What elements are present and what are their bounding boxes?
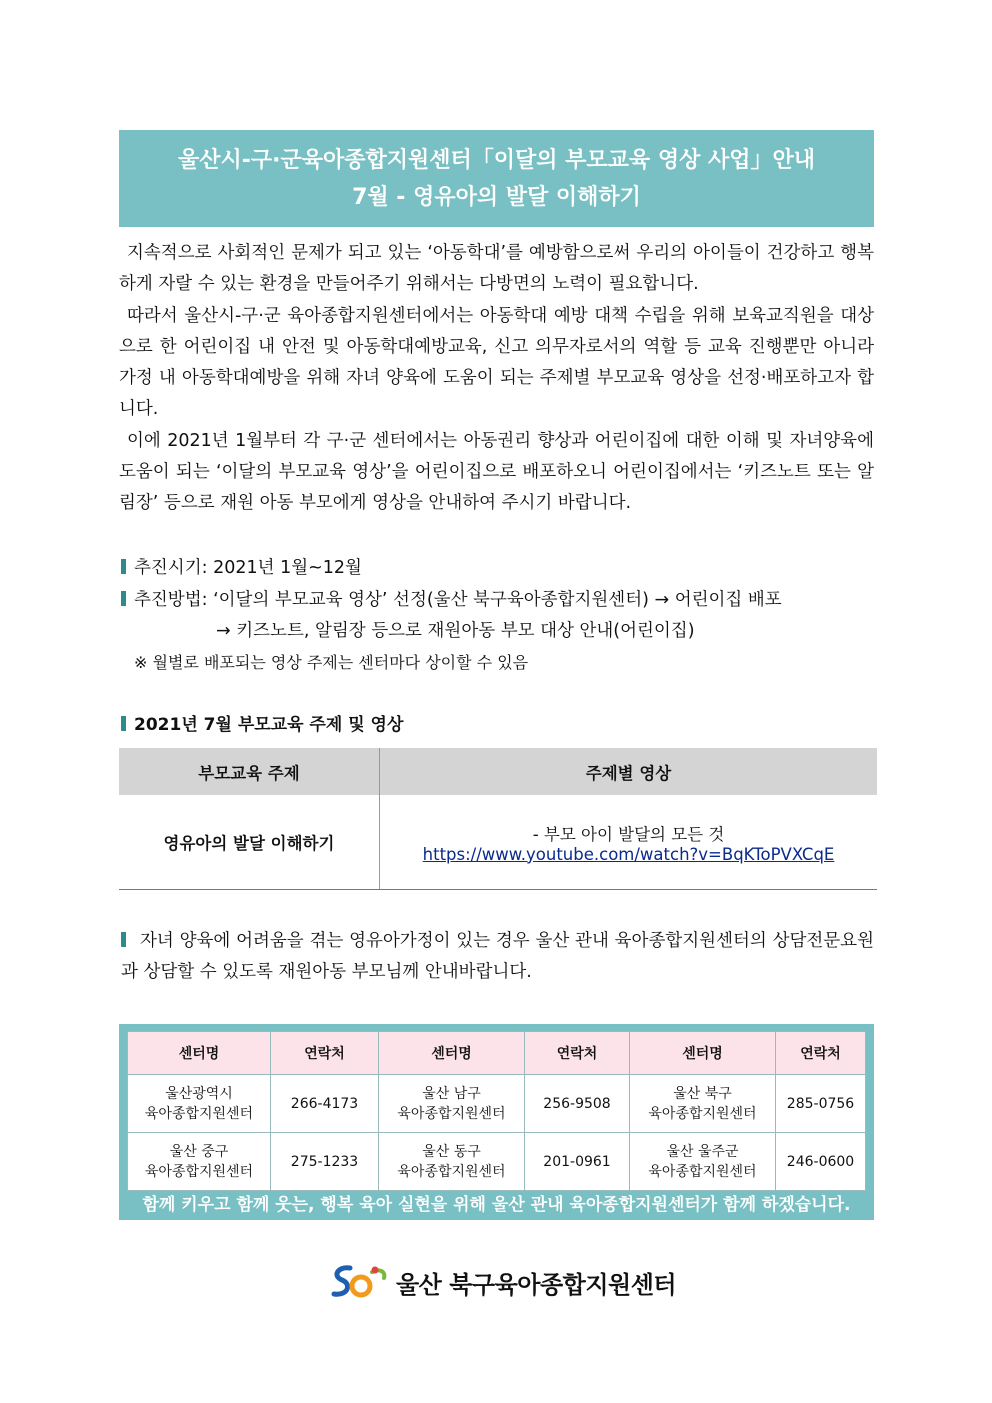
center-phone: 266-4173 xyxy=(271,1075,379,1133)
intro-paragraph-2: 따라서 울산시-구·군 육아종합지원센터에서는 아동학대 예방 대책 수립을 위해 보육교직원을 대상으로 한 어린이집 내 안전 및 아동학대예방교육, 신고 의무자로서의 역할 등 교육 진행뿐만 아니라 가정 내 아동학대예방을 위해 자녀 양육에 도움이 되는 주제별 부모교육 영상을 선정·배포하고자 합니다. xyxy=(119,305,874,420)
header-phone: 연락처 xyxy=(271,1032,379,1075)
schedule-method-cont: → 키즈노트, 알림장 등으로 재원아동 부모 대상 안내(어린이집) xyxy=(216,621,695,641)
title-line-1: 울산시-구·군육아종합지원센터「이달의 부모교육 영상 사업」안내 xyxy=(177,148,816,173)
center-name: 울산 북구 육아종합지원센터 xyxy=(630,1075,776,1133)
contact-row xyxy=(128,1075,866,1133)
center-phone: 275-1233 xyxy=(271,1133,379,1191)
center-logo xyxy=(328,1261,676,1303)
header-center: 센터명 xyxy=(630,1032,776,1075)
contact-panel xyxy=(119,1024,874,1220)
center-name: 울산 남구 육아종합지원센터 xyxy=(379,1075,525,1133)
intro-text xyxy=(119,238,874,520)
bullet-bar xyxy=(121,716,126,731)
logo-text: 울산 북구육아종합지원센터 xyxy=(396,1270,677,1299)
header-phone: 연락처 xyxy=(525,1032,630,1075)
center-phone: 256-9508 xyxy=(525,1075,630,1133)
topic-cell: 영유아의 발달 이해하기 xyxy=(119,795,380,890)
header-center: 센터명 xyxy=(379,1032,525,1075)
center-phone: 246-0600 xyxy=(776,1133,866,1191)
intro-paragraph-1: 지속적으로 사회적인 문제가 되고 있는 ‘아동학대’를 예방함으로써 우리의 아이들이 건강하고 행복하게 자랄 수 있는 환경을 만들어주기 위해서는 다방면의 노력이 필요합니다. xyxy=(119,243,874,295)
intro-paragraph-3: 이에 2021년 1월부터 각 구·군 센터에서는 아동권리 향상과 어린이집에 대한 이해 및 자녀양육에 도움이 되는 ‘이달의 부모교육 영상’을 어린이집으로 배포하오니 어린이집에서는 ‘키즈노트 또는 알림장’ 등으로 재원 아동 부모에게 영상을 안내하여 주시기 바랍니다. xyxy=(119,430,874,514)
center-name: 울산광역시 육아종합지원센터 xyxy=(128,1075,271,1133)
center-name: 울산 중구 육아종합지원센터 xyxy=(128,1133,271,1191)
logo-mark-icon xyxy=(328,1262,388,1302)
bullet-bar xyxy=(121,559,126,574)
counseling-notice: 자녀 양육에 어려움을 겪는 영유아가정이 있는 경우 울산 관내 육아종합지원센터의 상담전문요원과 상담할 수 있도록 재원아동 부모님께 안내바랍니다. xyxy=(121,931,874,982)
title-banner xyxy=(119,130,874,227)
video-cell xyxy=(380,795,878,890)
title-line-2: 7월 - 영유아의 발달 이해하기 xyxy=(352,185,641,210)
schedule-period: 추진시기: 2021년 1월~12월 xyxy=(121,556,362,580)
schedule-method: 추진방법: ‘이달의 부모교육 영상’ 선정(울산 북구육아종합지원센터) → 어린이집 배포 xyxy=(121,588,874,612)
center-name: 울산 동구 육아종합지원센터 xyxy=(379,1133,525,1191)
bullet-bar xyxy=(121,932,126,947)
video-title: - 부모 아이 발달의 모든 것 xyxy=(532,824,725,844)
bullet-bar xyxy=(121,591,126,606)
topic-table xyxy=(119,748,877,890)
contact-table xyxy=(127,1031,866,1191)
center-phone: 285-0756 xyxy=(776,1075,866,1133)
header-phone: 연락처 xyxy=(776,1032,866,1075)
video-col-header: 주제별 영상 xyxy=(380,748,878,795)
topic-col-header: 부모교육 주제 xyxy=(119,748,380,795)
video-link[interactable]: https://www.youtube.com/watch?v=BqKToPVXCqE xyxy=(422,844,835,864)
contact-row xyxy=(128,1133,866,1191)
center-name: 울산 울주군 육아종합지원센터 xyxy=(630,1133,776,1191)
topic-heading: 2021년 7월 부모교육 주제 및 영상 xyxy=(121,710,403,735)
contact-footer-slogan: 함께 키우고 함께 웃는, 행복 육아 실현을 위해 울산 관내 육아종합지원센터가 함께 하겠습니다. xyxy=(142,1195,851,1215)
center-phone: 201-0961 xyxy=(525,1133,630,1191)
schedule-note: ※ 월별로 배포되는 영상 주제는 센터마다 상이할 수 있음 xyxy=(134,653,529,672)
header-center: 센터명 xyxy=(128,1032,271,1075)
